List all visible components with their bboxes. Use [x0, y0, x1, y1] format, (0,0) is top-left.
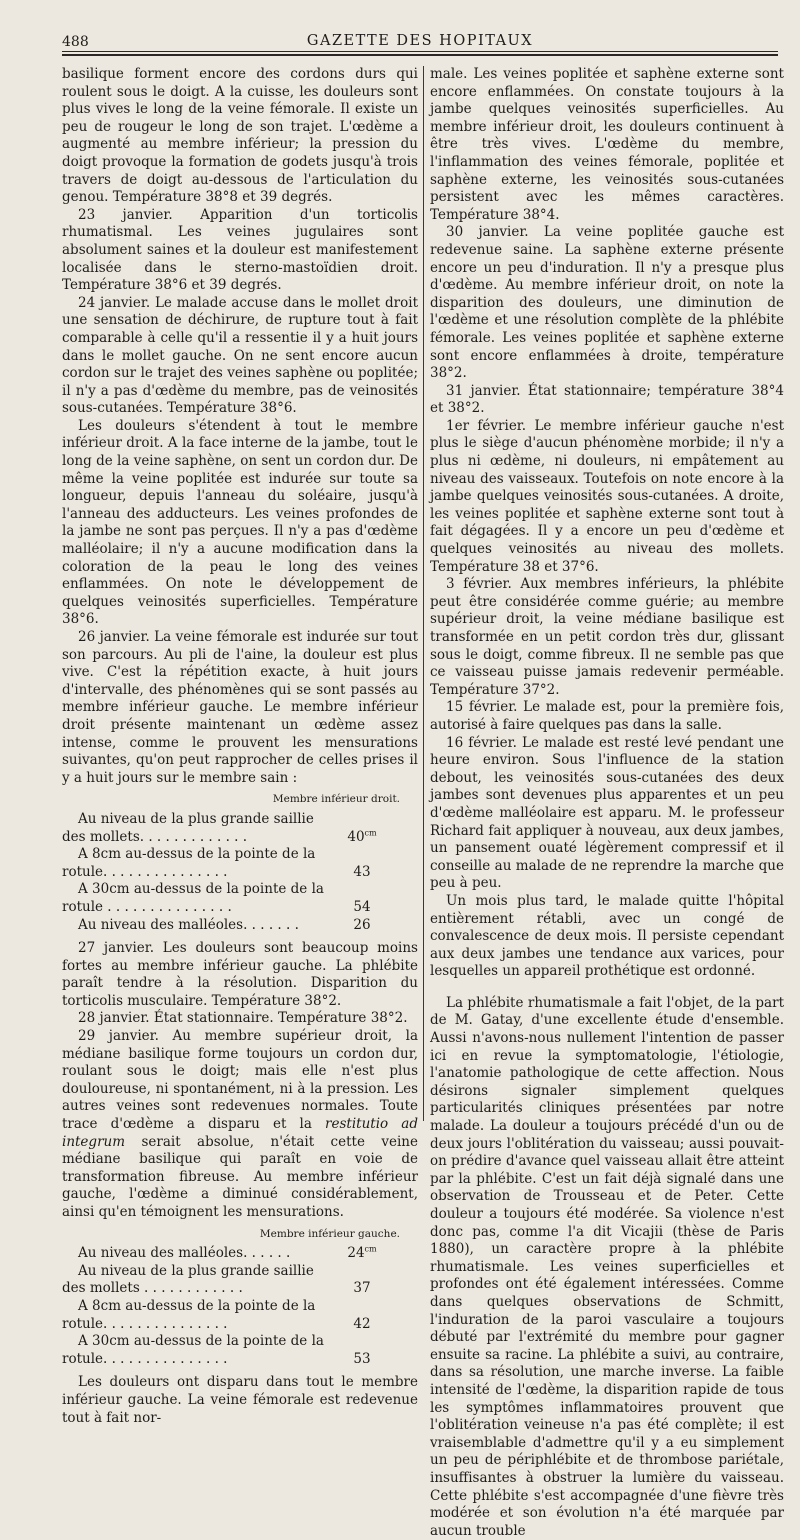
row-label: des mollets. . . . . . . . . . . . .: [62, 828, 248, 845]
row-value: 43: [353, 863, 371, 880]
paragraph: La phlébite rhumatismale a fait l'objet, de la part de M. Gatay, d'une excellente étude d'ensemble. Aussi n'avons-nous nullement l'intention de passer ici en revue la symptomatologie, l'étiologie, l'anatomie pathologique de cette affection. Nous désirons signaler simplement quelques particularités cliniques présentées par notre malade. La douleur a toujours précédé d'un ou de deux jours l'oblitération du vaisseau; aussi pouvait-on prédire d'avance quel vaisseau allait être atteint par la phlébite. C'est un fait déjà signalé dans une observation de Trousseau et de Peter. Cette douleur a toujours été modérée. Sa violence n'est donc pas, comme l'a dit Vicajii (thèse de Paris 1880), un caractère propre à la phlébite rhumatismale. Les veines superficielles et profondes ont été également intéressées. Comme dans quelques observations de Schmitt, l'induration de la paroi vasculaire a toujours débuté par l'extrémité du membre pour gagner ensuite sa racine. La phlébite a suivi, au contraire, dans sa résolution, une marche inverse. La faible intensité de l'œdème, la disparition rapide de tous les symptômes inflammatoires prouvent que l'oblitération veineuse n'a pas été complète; il est vraisemblable d'admettre qu'il y a eu simplement un peu de périphlébite et de thrombose pariétale, insuffisantes à obstruer la lumière du vaisseau. Cette phlébite s'est accompagnée d'une fièvre très modérée et son évolution n'a été marquée par aucun trouble: [430, 994, 784, 1539]
measurement-table-right-leg: [62, 791, 418, 934]
row-label: rotule . . . . . . . . . . . . . . .: [62, 898, 232, 915]
table-row: [62, 917, 418, 935]
left-column: [62, 66, 418, 1427]
row-unit: cm: [364, 1244, 377, 1254]
header-rule-thick: [62, 54, 778, 56]
row-label: rotule. . . . . . . . . . . . . . .: [62, 1315, 228, 1332]
row-label: rotule. . . . . . . . . . . . . . .: [62, 863, 228, 880]
paragraph: Les douleurs ont disparu dans tout le membre inférieur gauche. La veine fémorale est redevenue tout à fait nor-: [62, 1374, 418, 1426]
paragraph: male. Les veines poplitée et saphène externe sont encore enflammées. On constate toujours à la jambe quelques veinosités superficielles. Au membre inférieur droit, les douleurs continuent à être très vives. L'œdème du membre, l'inflammation des veines fémorale, poplitée et saphène externe, les veinosités sous-cutanées persistent avec les mêmes caractères. Température 38°4.: [430, 66, 784, 223]
table-row: [62, 881, 418, 916]
row-value: 54: [353, 898, 371, 915]
paragraph: 23 janvier. Apparition d'un torticolis rhumatismal. Les veines jugulaires sont absolument saines et la douleur est manifestement localisée dans le sterno-mastoïdien droit. Température 38°6 et 39 degrés.: [62, 206, 418, 294]
row-label: A 8cm au-dessus de la pointe de la: [78, 1297, 316, 1314]
measurement-table-left-leg: [62, 1226, 418, 1369]
paragraph: 3 février. Aux membres inférieurs, la phlébite peut être considérée comme guérie; au membre supérieur droit, la veine médiane basilique est transformée en un petit cordon très dur, glissant sous le doigt, comme fibreux. Il ne semble pas que ce vaisseau puisse jamais redevenir perméable. Température 37°2.: [430, 576, 784, 698]
row-label: des mollets . . . . . . . . . . . .: [62, 1280, 243, 1297]
row-label: Au niveau de la plus grande saillie: [78, 1262, 314, 1279]
paragraph: 1er février. Le membre inférieur gauche n'est plus le siège d'aucun phénomène morbide; il n'y a plus ni œdème, ni douleurs, ni empâtement au niveau des vaisseaux. Toutefois on note encore à la jambe quelques veinosités sous-cutanées. A droite, les veines poplitée et saphène externe sont tout à fait dégagées. Il y a encore un peu d'œdème et quelques veinosités au niveau des mollets. Température 38 et 37°6.: [430, 417, 784, 575]
text-run: 29 janvier. Au membre supérieur droit, la médiane basilique forme toujours un cordon dur, roulant sous le doigt; mais elle n'est plus douloureuse, ni spontanément, ni à la pression. Les autres veines sont redevenues normales. Toute trace d'œdème a disparu et la: [62, 1028, 418, 1133]
table-row: [62, 846, 418, 881]
paragraph: 24 janvier. Le malade accuse dans le mollet droit une sensation de déchirure, de rupture tout à fait comparable à celle qu'il a ressentie il y a huit jours dans le mollet gauche. On ne sent encore aucun cordon sur le trajet des veines saphène ou poplitée; il n'y a pas d'œdème du membre, pas de veinosités sous-cutanées. Température 38°6.: [62, 294, 418, 417]
row-value: 26: [353, 916, 371, 933]
paragraph: 31 janvier. État stationnaire; température 38°4 et 38°2.: [430, 382, 784, 417]
row-label: A 30cm au-dessus de la pointe de la: [78, 1333, 324, 1350]
paragraph: 15 février. Le malade est, pour la première fois, autorisé à faire quelques pas dans la salle.: [430, 699, 784, 733]
row-label: Au niveau des malléoles. . . . . .: [78, 1245, 291, 1262]
paragraph: 27 janvier. Les douleurs sont beaucoup moins fortes au membre inférieur gauche. La phlébite paraît tendre à la résolution. Disparition du torticolis musculaire. Température 38°2.: [62, 940, 418, 1009]
row-value: 42: [353, 1315, 371, 1332]
row-unit: cm: [364, 828, 377, 838]
row-value: 53: [353, 1350, 371, 1367]
journal-title: GAZETTE DES HOPITAUX: [306, 33, 534, 49]
table-row: [62, 1263, 418, 1298]
paragraph: Un mois plus tard, le malade quitte l'hôpital entièrement rétabli, avec un congé de convalescence de deux mois. Il persiste cependant aux deux jambes une tendance aux varices, pour lesquelles un appareil prothétique est ordonné.: [430, 892, 784, 980]
row-value: 40: [347, 828, 365, 845]
table-row: [62, 1245, 418, 1263]
table-header: Membre inférieur gauche.: [259, 1227, 400, 1240]
paragraph: 30 janvier. La veine poplitée gauche est redevenue saine. La saphène externe présente encore un peu d'induration. Il n'y a presque plus d'œdème. Au membre inférieur droit, on note la disparition des douleurs, une diminution de l'œdème et une résolution complète de la phlébite fémorale. Les veines poplitée et saphène externe sont encore enflammées à droite, température 38°2.: [430, 224, 784, 382]
paragraph: basilique forment encore des cordons durs qui roulent sous le doigt. A la cuisse, les douleurs sont plus vives le long de la veine fémorale. Il existe un peu de rougeur le long de son trajet. L'œdème a augmenté au membre inférieur; la pression du doigt provoque la formation de godets jusqu'à trois travers de doigt au-dessous de l'articulation du genou. Température 38°8 et 39 degrés.: [62, 66, 418, 206]
row-value: 24: [347, 1245, 365, 1262]
text-run: serait absolue, n'était cette veine médiane basilique qui paraît en voie de transformation fibreuse. Au membre inférieur gauche, l'œdème a diminué considérablement, ainsi qu'en témoignent les mensurations.: [62, 1133, 418, 1220]
paragraph: 16 février. Le malade est resté levé pendant une heure environ. Sous l'influence de la station debout, les veinosités sous-cutanées des deux jambes sont devenues plus apparentes et un peu d'œdème malléolaire est apparu. M. le professeur Richard fait appliquer à nouveau, aux deux jambes, un pansement ouaté légèrement compressif et il conseille au malade de ne reprendre la marche que peu à peu.: [430, 734, 784, 892]
right-column: [430, 66, 784, 1540]
paragraph: Les douleurs s'étendent à tout le membre inférieur droit. A la face interne de la jambe, tout le long de la veine saphène, on sent un cordon dur. De même la veine poplitée est indurée sur toute sa longueur, depuis l'anneau du soléaire, jusqu'à l'anneau des adducteurs. Les veines profondes de la jambe ne sont pas perçues. Il n'y a pas d'œdème malléolaire; il n'y a aucune modification dans la coloration de la peau le long des veines enflammées. On note le développement de quelques veinosités superficielles. Température 38°6.: [62, 417, 418, 628]
row-label: rotule. . . . . . . . . . . . . . .: [62, 1350, 228, 1367]
column-divider: [423, 66, 424, 1121]
table-row: [62, 811, 418, 846]
row-label: Au niveau des malléoles. . . . . . .: [78, 916, 299, 933]
paragraph: 26 janvier. La veine fémorale est indurée sur tout son parcours. Au pli de l'aine, la douleur est plus vive. C'est la répétition exacte, à huit jours d'intervalle, des phénomènes qui se sont passés au membre inférieur gauche. Le membre inférieur droit présente maintenant un œdème assez intense, comme le prouvent les mensurations suivantes, qu'on peut rapprocher de celles prises il y a huit jours sur le membre sain :: [62, 629, 418, 786]
paragraph: [62, 1028, 418, 1222]
latin-phrase: restitutio ad integrum: [62, 1116, 418, 1150]
header-rule: [62, 51, 778, 52]
table-header: Membre inférieur droit.: [272, 793, 400, 806]
table-row: [62, 1333, 418, 1368]
row-label: A 8cm au-dessus de la pointe de la: [78, 846, 316, 863]
row-label: A 30cm au-dessus de la pointe de la: [78, 881, 324, 898]
row-value: 37: [353, 1280, 371, 1297]
row-label: Au niveau de la plus grande saillie: [78, 810, 314, 827]
table-row: [62, 1298, 418, 1333]
paragraph: 28 janvier. État stationnaire. Température 38°2.: [78, 1010, 408, 1027]
page-number: 488: [62, 34, 89, 50]
